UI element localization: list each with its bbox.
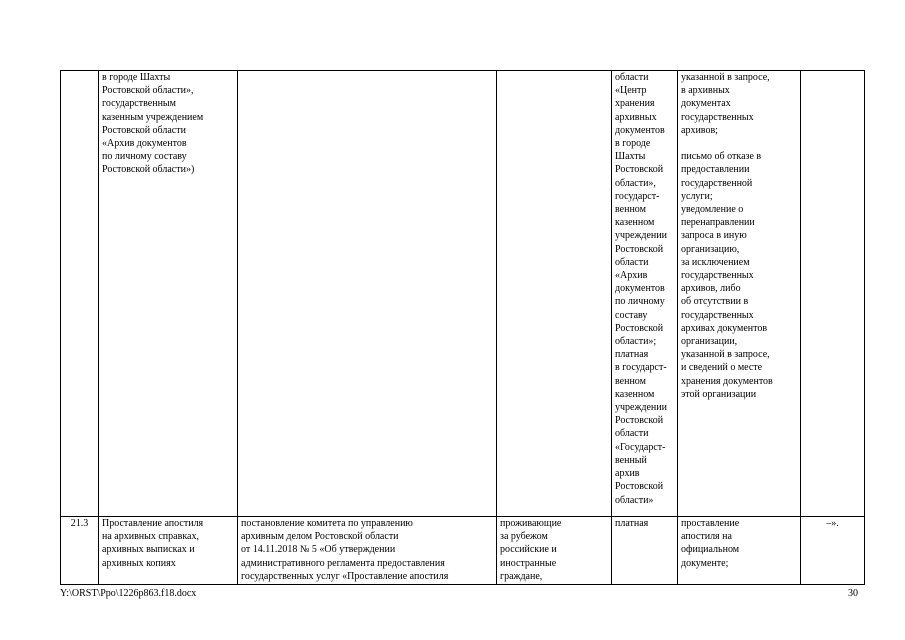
- text-line: составу: [615, 309, 648, 321]
- text-line: от 14.11.2018 № 5 «Об утверждении: [241, 544, 396, 556]
- text-line: указанной в запросе,: [681, 349, 770, 361]
- payment-cell: [612, 71, 678, 517]
- text-line: государственной: [681, 177, 753, 189]
- text-line: архивных копиях: [102, 557, 176, 569]
- text-line: области»;: [615, 336, 657, 348]
- text-line: Ростовской: [615, 243, 664, 255]
- text-line: архивных выписках и: [102, 544, 195, 556]
- text-line: архивным делом Ростовской области: [241, 531, 399, 543]
- text-line: области: [615, 428, 649, 440]
- text-line: административного регламента предоставления: [241, 557, 445, 569]
- text-line: Ростовской области: [102, 124, 186, 136]
- result-cell: [678, 71, 801, 517]
- result-text-part-2: [681, 150, 797, 401]
- payment-cell: [612, 517, 678, 585]
- text-line: в архивных: [681, 85, 730, 97]
- table-row-continued: [61, 71, 865, 517]
- text-line: платная: [615, 518, 649, 529]
- text-line: перенаправлении: [681, 217, 755, 229]
- service-name-cell: [99, 71, 238, 517]
- text-line: в городе: [615, 138, 651, 150]
- row-number-cell: 21.3: [61, 517, 99, 585]
- text-line: постановление комитета по управлению: [241, 518, 413, 529]
- text-line: документов: [615, 124, 665, 136]
- text-line: государственных: [681, 309, 754, 321]
- text-line: Ростовской области»,: [102, 85, 194, 97]
- text-line: официальном: [681, 544, 740, 556]
- text-line: письмо об отказе в: [681, 151, 762, 163]
- table-row-21-3: [61, 517, 865, 585]
- text-line: по личному составу: [102, 151, 187, 163]
- text-line: в городе Шахты: [102, 72, 171, 83]
- text-line: государственным: [102, 98, 176, 110]
- text-line: на архивных справках,: [102, 531, 199, 543]
- text-line: государственных: [681, 270, 754, 282]
- text-line: казенном: [615, 217, 655, 229]
- legal-basis-cell: [238, 71, 497, 517]
- text-line: хранения: [615, 98, 655, 110]
- text-line: в государст-: [615, 362, 667, 374]
- text-line: проживающие: [500, 518, 562, 529]
- footer-page-number: 30: [848, 588, 858, 599]
- text-line: области»,: [615, 177, 656, 189]
- row-number-cell: [61, 71, 99, 517]
- service-name-cell: [99, 517, 238, 585]
- text-line: проставление: [681, 518, 740, 529]
- text-line: апостиля на: [681, 531, 732, 543]
- result-cell: [678, 517, 801, 585]
- text-line: документов: [615, 283, 665, 295]
- text-line: «Центр: [615, 85, 647, 97]
- text-line: этой организации: [681, 388, 757, 400]
- text-line: Ростовской области»): [102, 164, 195, 176]
- text-line: об отсутствии в: [681, 296, 749, 308]
- text-line: платная: [615, 349, 649, 361]
- text-line: архивах документов: [681, 322, 768, 334]
- footer-file-path: Y:\ORST\Ppo\1226p863.f18.docx: [60, 588, 197, 599]
- text-line: учреждении: [615, 402, 667, 414]
- text-line: организации,: [681, 336, 738, 348]
- recipients-cell: [497, 517, 612, 585]
- note-cell: [801, 71, 865, 517]
- text-line: венном: [615, 375, 646, 387]
- text-line: «Государст-: [615, 441, 666, 453]
- text-line: «Архив документов: [102, 138, 187, 150]
- text-line: архивных: [615, 111, 657, 123]
- text-line: предоставлении: [681, 164, 750, 176]
- result-text-part-1: [681, 71, 797, 137]
- note-cell: –».: [801, 517, 865, 585]
- text-line: венном: [615, 204, 646, 216]
- text-line: Ростовской: [615, 322, 664, 334]
- text-line: и сведений о месте: [681, 362, 763, 374]
- text-line: Шахты: [615, 151, 646, 163]
- text-line: иностранные: [500, 557, 557, 569]
- text-line: хранения документов: [681, 375, 773, 387]
- text-line: венный: [615, 454, 647, 466]
- text-line: Ростовской: [615, 164, 664, 176]
- text-line: Ростовской: [615, 415, 664, 427]
- text-line: архив: [615, 468, 640, 480]
- text-line: области: [615, 72, 649, 83]
- text-line: по личному: [615, 296, 665, 308]
- text-line: граждане,: [500, 570, 543, 582]
- text-line: архивов, либо: [681, 283, 741, 295]
- document-table: [60, 70, 865, 585]
- recipients-cell: [497, 71, 612, 517]
- legal-basis-cell: [238, 517, 497, 585]
- text-line: казенном: [615, 388, 655, 400]
- text-line: государственных услуг «Проставление апостиля: [241, 570, 449, 582]
- text-line: области: [615, 256, 649, 268]
- text-line: государст-: [615, 190, 660, 202]
- text-line: организацию,: [681, 243, 740, 255]
- text-line: запроса в иную: [681, 230, 747, 242]
- text-line: за рубежом: [500, 531, 548, 543]
- text-line: учреждении: [615, 230, 667, 242]
- text-line: области»: [615, 494, 654, 506]
- text-line: услуги;: [681, 190, 713, 202]
- text-line: государственных: [681, 111, 754, 123]
- text-line: за исключением: [681, 256, 750, 268]
- text-line: документах: [681, 98, 731, 110]
- text-line: казенным учреждением: [102, 111, 204, 123]
- text-line: Ростовской: [615, 481, 664, 493]
- text-line: «Архив: [615, 270, 648, 282]
- text-line: уведомление о: [681, 204, 744, 216]
- text-line: архивов;: [681, 124, 718, 136]
- text-line: Проставление апостиля: [102, 518, 204, 529]
- text-line: российские и: [500, 544, 557, 556]
- text-line: документе;: [681, 557, 729, 569]
- text-line: указанной в запросе,: [681, 72, 770, 83]
